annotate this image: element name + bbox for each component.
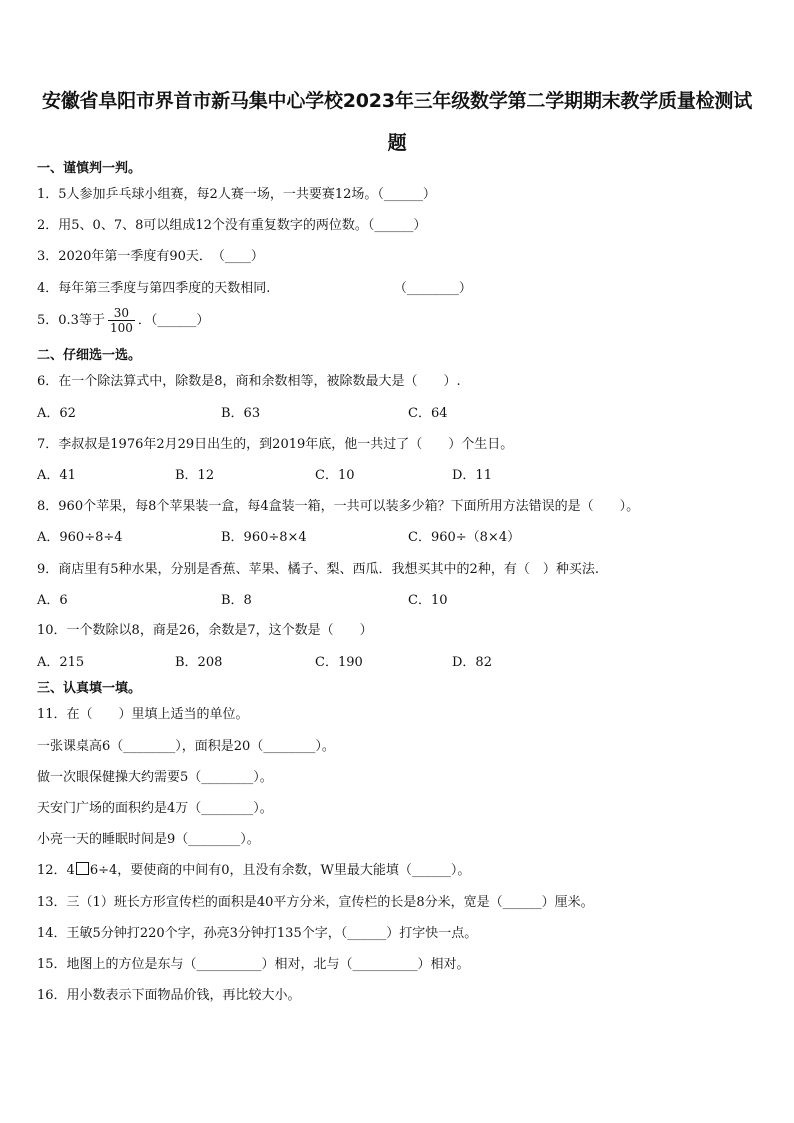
q7-option-c: C．10 — [315, 468, 355, 483]
question-13: 13．三（1）班长方形宣传栏的面积是40平方分米，宣传栏的长是8分米，宽是（______）厘米。 — [37, 895, 594, 910]
question-11-line: 天安门广场的面积约是4万（________）。 — [37, 801, 273, 816]
question-3: 3．2020年第一季度有90天． （____） — [37, 249, 264, 264]
question-5-suffix: ．（______） — [137, 313, 210, 328]
q7-option-a: A．41 — [37, 468, 76, 483]
fraction — [108, 306, 135, 335]
question-12-prefix: 12．4 — [37, 863, 75, 878]
blank-square-box — [76, 862, 89, 875]
exam-title-line2: 题 — [387, 132, 407, 154]
question-5 — [37, 306, 209, 335]
q8-option-a: A．960÷8÷4 — [37, 530, 123, 545]
q8-option-b: B．960÷8×4 — [221, 530, 307, 545]
q10-option-d: D．82 — [452, 655, 492, 670]
question-11-line: 一张课桌高6（________），面积是20（________）。 — [37, 739, 335, 754]
q8-option-c: C．960÷（8×4） — [408, 530, 521, 545]
question-4: 4．每年第三季度与第四季度的天数相同. （________） — [37, 281, 472, 296]
section-heading-judge: 一、谨慎判一判。 — [37, 161, 142, 176]
question-6: 6．在一个除法算式中，除数是8，商和余数相等，被除数最大是（ ）. — [37, 374, 461, 389]
q10-option-a: A．215 — [37, 655, 85, 670]
question-14: 14．王敏5分钟打220个字，孙亮3分钟打135个字，（______）打字快一点。 — [37, 926, 478, 941]
fraction-numerator: 30 — [108, 306, 135, 321]
q6-option-c: C．64 — [408, 406, 448, 421]
question-11: 11．在（ ）里填上适当的单位。 — [37, 707, 249, 722]
question-15: 15．地图上的方位是东与（__________）相对，北与（__________）相对。 — [37, 957, 470, 972]
question-11-line: 小亮一天的睡眠时间是9（________）。 — [37, 832, 260, 847]
question-8: 8．960个苹果，每8个苹果装一盒，每4盒装一箱，一共可以装多少箱？下面所用方法错误的是（ ）。 — [37, 499, 640, 514]
q10-option-c: C．190 — [315, 655, 363, 670]
section-heading-fill: 三、认真填一填。 — [37, 681, 142, 696]
question-10: 10．一个数除以8，商是26，余数是7，这个数是（ ） — [37, 623, 373, 638]
question-7: 7．李叔叔是1976年2月29日出生的，到2019年底，他一共过了（ ）个生日。 — [37, 437, 514, 452]
exam-title-line1: 安徽省阜阳市界首市新马集中心学校2023年三年级数学第二学期期末教学质量检测试 — [41, 90, 753, 112]
question-2: 2．用5、0、7、8可以组成12个没有重复数字的两位数。（______） — [37, 218, 427, 233]
q9-option-b: B．8 — [221, 593, 252, 608]
section-heading-choose: 二、仔细选一选。 — [37, 348, 142, 363]
q10-option-b: B．208 — [175, 655, 223, 670]
q9-option-a: A．6 — [37, 593, 68, 608]
q6-option-a: A．62 — [37, 406, 76, 421]
q7-option-d: D．11 — [452, 468, 492, 483]
question-12-rest: 6÷4，要使商的中间有0，且没有余数，W里最大能填（______）。 — [89, 863, 471, 878]
question-12 — [37, 862, 470, 880]
q6-option-b: B．63 — [221, 406, 261, 421]
fraction-denominator: 100 — [109, 321, 133, 335]
q9-option-c: C．10 — [408, 593, 448, 608]
question-1: 1．5人参加乒乓球小组赛，每2人赛一场，一共要赛12场。（______） — [37, 187, 436, 202]
question-16: 16．用小数表示下面物品价钱，再比较大小。 — [37, 988, 301, 1003]
question-11-line: 做一次眼保健操大约需要5（________）。 — [37, 770, 273, 785]
q7-option-b: B．12 — [175, 468, 215, 483]
question-9: 9．商店里有5种水果，分别是香蕉、苹果、橘子、梨、西瓜．我想买其中的2种，有（ ）种买法. — [37, 562, 599, 577]
question-5-prefix: 5．0.3等于 — [37, 313, 105, 328]
